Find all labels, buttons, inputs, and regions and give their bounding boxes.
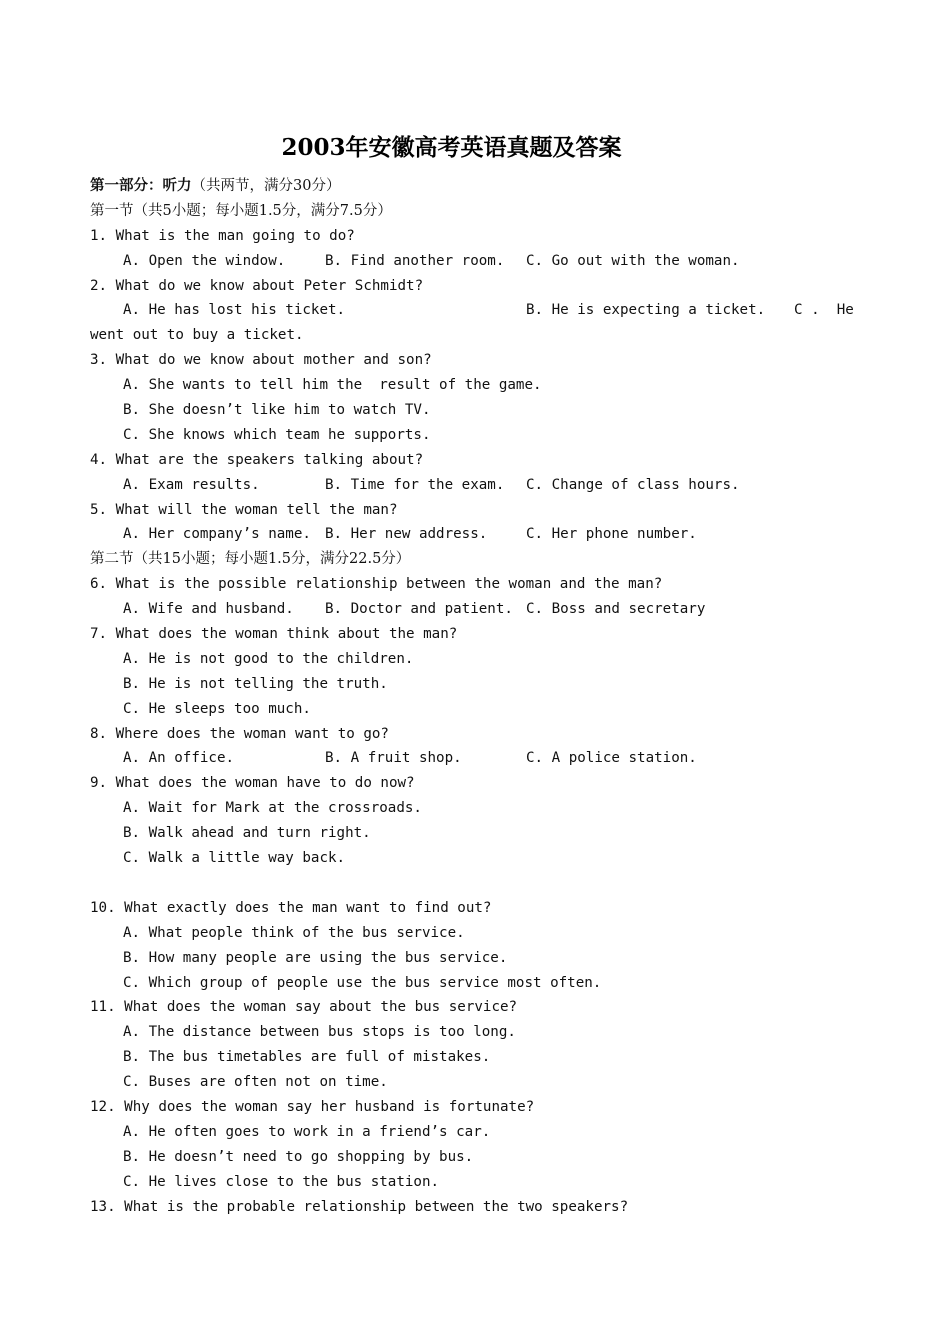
q3-option-a: A. She wants to tell him the result of the game. (123, 377, 542, 394)
q10-option-b: B. How many people are using the bus service. (123, 949, 508, 966)
q12-option-a: A. He often goes to work in a friend’s car. (123, 1123, 491, 1140)
q1-text: 1. What is the man going to do? (90, 227, 355, 244)
q3-text: 3. What do we know about mother and son? (90, 352, 432, 369)
q1-options (90, 249, 870, 274)
q10-text: 10. What exactly does the man want to find out? (90, 899, 492, 916)
part1-rest: （共两节，满分30分） (191, 178, 341, 194)
q3-option-c: C. She knows which team he supports. (123, 426, 431, 443)
q1-option-a: A. Open the window. (123, 252, 286, 269)
q1-option-b: B. Find another room. (325, 252, 505, 269)
page-title: 2003年安徽高考英语真题及答案 (281, 134, 622, 161)
q10-option-c: C. Which group of people use the bus service most often. (123, 974, 602, 991)
q5-option-c: C. Her phone number. (526, 526, 697, 543)
q8-text: 8. Where does the woman want to go? (90, 725, 389, 742)
q6-options (90, 597, 870, 622)
q2-options (90, 298, 870, 323)
part1-bold: 第一部分：听力 (90, 177, 192, 194)
q4-option-a: A. Exam results. (123, 476, 260, 493)
q11-text: 11. What does the woman say about the bus service? (90, 999, 518, 1016)
q6-option-b: B. Doctor and patient. (325, 601, 513, 618)
q4-option-c: C. Change of class hours. (526, 476, 740, 493)
q2-text: 2. What do we know about Peter Schmidt? (90, 277, 424, 294)
q8-option-c: C. A police station. (526, 750, 697, 767)
q5-text: 5. What will the woman tell the man? (90, 501, 398, 518)
spacer (90, 871, 870, 896)
q4-text: 4. What are the speakers talking about? (90, 451, 424, 468)
q12-option-b: B. He doesn’t need to go shopping by bus. (123, 1148, 474, 1165)
q7-option-a: A. He is not good to the children. (123, 650, 414, 667)
q2-option-c-continued: went out to buy a ticket. (90, 327, 304, 344)
q13-text: 13. What is the probable relationship between the two speakers? (90, 1198, 629, 1215)
q2-option-c: C . He (794, 302, 854, 319)
q10-option-a: A. What people think of the bus service. (123, 924, 465, 941)
q7-option-b: B. He is not telling the truth. (123, 675, 388, 692)
q11-option-b: B. The bus timetables are full of mistakes. (123, 1049, 491, 1066)
q2-option-b: B. He is expecting a ticket. (526, 302, 766, 319)
q9-option-c: C. Walk a little way back. (123, 850, 346, 867)
part1-heading (90, 174, 870, 199)
section2-heading: 第二节（共15小题；每小题1.5分，满分22.5分） (90, 551, 411, 568)
q2-option-a: A. He has lost his ticket. (123, 302, 346, 319)
q5-option-a: A. Her company’s name. (123, 526, 311, 543)
q3-option-b: B. She doesn’t like him to watch TV. (123, 402, 431, 419)
q12-text: 12. Why does the woman say her husband is fortunate? (90, 1098, 535, 1115)
q6-text: 6. What is the possible relationship between the woman and the man? (90, 576, 663, 593)
q12-option-c: C. He lives close to the bus station. (123, 1173, 440, 1190)
exam-content (90, 174, 870, 1219)
q6-option-a: A. Wife and husband. (123, 601, 294, 618)
q5-options (90, 522, 870, 547)
q4-option-b: B. Time for the exam. (325, 476, 505, 493)
q11-option-c: C. Buses are often not on time. (123, 1074, 388, 1091)
q8-options (90, 746, 870, 771)
q1-option-c: C. Go out with the woman. (526, 252, 740, 269)
q8-option-b: B. A fruit shop. (325, 750, 462, 767)
q4-options (90, 473, 870, 498)
q5-option-b: B. Her new address. (325, 526, 488, 543)
q7-option-c: C. He sleeps too much. (123, 700, 311, 717)
q8-option-a: A. An office. (123, 750, 235, 767)
section1-heading: 第一节（共5小题；每小题1.5分，满分7.5分） (90, 202, 392, 219)
q6-option-c: C. Boss and secretary (526, 601, 706, 618)
q9-option-b: B. Walk ahead and turn right. (123, 825, 371, 842)
q11-option-a: A. The distance between bus stops is too long. (123, 1024, 516, 1041)
q9-text: 9. What does the woman have to do now? (90, 775, 415, 792)
q7-text: 7. What does the woman think about the man? (90, 626, 458, 643)
q9-option-a: A. Wait for Mark at the crossroads. (123, 800, 422, 817)
